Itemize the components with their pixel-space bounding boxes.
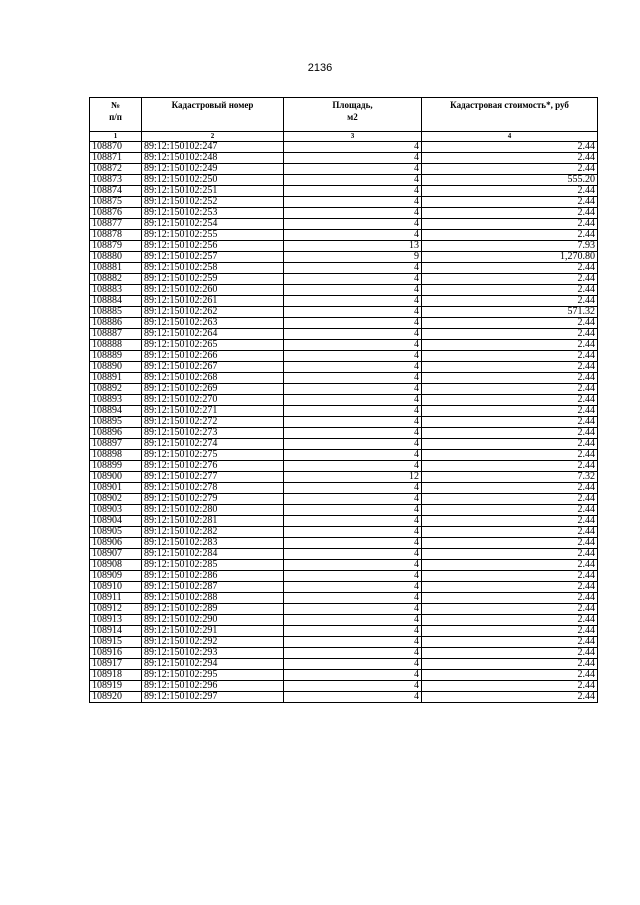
row-number: 108918	[90, 670, 142, 681]
row-number: 108878	[90, 230, 142, 241]
row-number: 108881	[90, 263, 142, 274]
area-value: 4	[284, 637, 422, 648]
area-value: 4	[284, 274, 422, 285]
table-row	[90, 472, 598, 483]
cost-value: 555.20	[422, 175, 598, 186]
cost-value: 7.32	[422, 472, 598, 483]
table-row	[90, 417, 598, 428]
row-number: 108896	[90, 428, 142, 439]
area-value: 4	[284, 681, 422, 692]
table-row	[90, 329, 598, 340]
table-row	[90, 494, 598, 505]
area-value: 4	[284, 384, 422, 395]
area-value: 9	[284, 252, 422, 263]
table-row	[90, 439, 598, 450]
area-value: 4	[284, 428, 422, 439]
row-number: 108893	[90, 395, 142, 406]
cadastral-number: 89:12:150102:286	[142, 571, 284, 582]
area-value: 4	[284, 615, 422, 626]
cadastral-number: 89:12:150102:277	[142, 472, 284, 483]
table-row	[90, 615, 598, 626]
cost-value: 2.44	[422, 329, 598, 340]
table-row	[90, 351, 598, 362]
table-row	[90, 197, 598, 208]
cost-value: 2.44	[422, 340, 598, 351]
cost-value: 2.44	[422, 274, 598, 285]
cost-value: 2.44	[422, 285, 598, 296]
row-number: 108871	[90, 153, 142, 164]
header-num	[90, 98, 142, 132]
row-number: 108884	[90, 296, 142, 307]
row-number: 108886	[90, 318, 142, 329]
row-number: 108917	[90, 659, 142, 670]
area-value: 4	[284, 340, 422, 351]
row-number: 108891	[90, 373, 142, 384]
row-number: 108899	[90, 461, 142, 472]
row-number: 108913	[90, 615, 142, 626]
cost-value: 2.44	[422, 164, 598, 175]
cost-value: 2.44	[422, 318, 598, 329]
area-value: 4	[284, 439, 422, 450]
area-value: 4	[284, 582, 422, 593]
cost-value: 2.44	[422, 648, 598, 659]
cadastral-number: 89:12:150102:275	[142, 450, 284, 461]
cost-value: 2.44	[422, 593, 598, 604]
cadastral-table	[89, 97, 598, 703]
row-number: 108908	[90, 560, 142, 571]
cost-value: 2.44	[422, 142, 598, 153]
table-row	[90, 406, 598, 417]
cadastral-number: 89:12:150102:248	[142, 153, 284, 164]
area-value: 4	[284, 197, 422, 208]
row-number: 108906	[90, 538, 142, 549]
row-number: 108876	[90, 208, 142, 219]
cadastral-number: 89:12:150102:289	[142, 604, 284, 615]
header-cost-label: Кадастровая стоимость*, руб	[450, 100, 569, 110]
area-value: 4	[284, 648, 422, 659]
cadastral-number: 89:12:150102:269	[142, 384, 284, 395]
row-number: 108912	[90, 604, 142, 615]
cadastral-number: 89:12:150102:293	[142, 648, 284, 659]
row-number: 108892	[90, 384, 142, 395]
table-row	[90, 340, 598, 351]
area-value: 4	[284, 329, 422, 340]
table-row	[90, 549, 598, 560]
table-row	[90, 637, 598, 648]
cost-value: 2.44	[422, 373, 598, 384]
table-row	[90, 626, 598, 637]
cadastral-number: 89:12:150102:255	[142, 230, 284, 241]
row-number: 108880	[90, 252, 142, 263]
row-number: 108915	[90, 637, 142, 648]
area-value: 4	[284, 692, 422, 703]
cost-value: 2.44	[422, 549, 598, 560]
cadastral-number: 89:12:150102:285	[142, 560, 284, 571]
cadastral-number: 89:12:150102:287	[142, 582, 284, 593]
table-row	[90, 648, 598, 659]
table-row	[90, 142, 598, 153]
cadastral-number: 89:12:150102:265	[142, 340, 284, 351]
cost-value: 2.44	[422, 362, 598, 373]
cadastral-number: 89:12:150102:292	[142, 637, 284, 648]
cost-value: 2.44	[422, 197, 598, 208]
cost-value: 2.44	[422, 450, 598, 461]
table-row	[90, 527, 598, 538]
row-number: 108901	[90, 483, 142, 494]
area-value: 4	[284, 395, 422, 406]
cost-value: 1,270.80	[422, 252, 598, 263]
area-value: 4	[284, 538, 422, 549]
row-number: 108889	[90, 351, 142, 362]
cost-value: 2.44	[422, 516, 598, 527]
column-number: 4	[422, 132, 598, 142]
area-value: 4	[284, 208, 422, 219]
table-row	[90, 296, 598, 307]
row-number: 108872	[90, 164, 142, 175]
cost-value: 7.93	[422, 241, 598, 252]
area-value: 4	[284, 307, 422, 318]
cost-value: 2.44	[422, 384, 598, 395]
table-row	[90, 362, 598, 373]
cadastral-number: 89:12:150102:258	[142, 263, 284, 274]
table-row	[90, 252, 598, 263]
row-number: 108877	[90, 219, 142, 230]
cost-value: 2.44	[422, 637, 598, 648]
table-row	[90, 670, 598, 681]
cost-value: 2.44	[422, 527, 598, 538]
table-row	[90, 450, 598, 461]
table-row	[90, 175, 598, 186]
row-number: 108890	[90, 362, 142, 373]
area-value: 4	[284, 626, 422, 637]
row-number: 108875	[90, 197, 142, 208]
header-cadastral-label: Кадастровый номер	[171, 100, 254, 110]
cadastral-number: 89:12:150102:250	[142, 175, 284, 186]
table-row	[90, 384, 598, 395]
area-value: 4	[284, 560, 422, 571]
cost-value: 2.44	[422, 153, 598, 164]
area-value: 4	[284, 604, 422, 615]
area-value: 4	[284, 450, 422, 461]
row-number: 108885	[90, 307, 142, 318]
row-number: 108911	[90, 593, 142, 604]
cadastral-number: 89:12:150102:257	[142, 252, 284, 263]
cadastral-number: 89:12:150102:270	[142, 395, 284, 406]
area-value: 4	[284, 263, 422, 274]
cost-value: 2.44	[422, 626, 598, 637]
area-value: 4	[284, 318, 422, 329]
cadastral-number: 89:12:150102:284	[142, 549, 284, 560]
cadastral-number: 89:12:150102:247	[142, 142, 284, 153]
cost-value: 2.44	[422, 615, 598, 626]
area-value: 4	[284, 175, 422, 186]
table-row	[90, 208, 598, 219]
header-num-label: № п/п	[109, 100, 122, 122]
cost-value: 2.44	[422, 351, 598, 362]
row-number: 108910	[90, 582, 142, 593]
cadastral-number: 89:12:150102:276	[142, 461, 284, 472]
row-number: 108894	[90, 406, 142, 417]
area-value: 4	[284, 373, 422, 384]
cost-value: 2.44	[422, 483, 598, 494]
header-cadastral-number	[142, 98, 284, 132]
row-number: 108900	[90, 472, 142, 483]
table-row	[90, 428, 598, 439]
table-row	[90, 307, 598, 318]
row-number: 108916	[90, 648, 142, 659]
row-number: 108895	[90, 417, 142, 428]
table-row	[90, 593, 598, 604]
row-number: 108909	[90, 571, 142, 582]
cadastral-number: 89:12:150102:262	[142, 307, 284, 318]
cadastral-number: 89:12:150102:256	[142, 241, 284, 252]
cadastral-number: 89:12:150102:264	[142, 329, 284, 340]
cost-value: 2.44	[422, 659, 598, 670]
row-number: 108919	[90, 681, 142, 692]
area-value: 4	[284, 406, 422, 417]
cadastral-number: 89:12:150102:296	[142, 681, 284, 692]
cadastral-number: 89:12:150102:251	[142, 186, 284, 197]
table-row	[90, 186, 598, 197]
table-body	[90, 142, 598, 703]
cadastral-number: 89:12:150102:288	[142, 593, 284, 604]
cost-value: 2.44	[422, 417, 598, 428]
table-row	[90, 395, 598, 406]
table-row	[90, 373, 598, 384]
area-value: 12	[284, 472, 422, 483]
cost-value: 2.44	[422, 219, 598, 230]
row-number: 108883	[90, 285, 142, 296]
table-row	[90, 263, 598, 274]
cadastral-number: 89:12:150102:263	[142, 318, 284, 329]
row-number: 108870	[90, 142, 142, 153]
table-row	[90, 318, 598, 329]
cadastral-number: 89:12:150102:273	[142, 428, 284, 439]
area-value: 4	[284, 164, 422, 175]
row-number: 108920	[90, 692, 142, 703]
table-row	[90, 505, 598, 516]
area-value: 4	[284, 549, 422, 560]
area-value: 4	[284, 593, 422, 604]
table-row	[90, 274, 598, 285]
cost-value: 2.44	[422, 560, 598, 571]
cadastral-number: 89:12:150102:266	[142, 351, 284, 362]
header-area-label: Площадь, м2	[332, 100, 373, 122]
area-value: 4	[284, 571, 422, 582]
table-row	[90, 483, 598, 494]
cadastral-number: 89:12:150102:280	[142, 505, 284, 516]
header-area	[284, 98, 422, 132]
area-value: 4	[284, 230, 422, 241]
area-value: 4	[284, 142, 422, 153]
cost-value: 2.44	[422, 505, 598, 516]
table-row	[90, 164, 598, 175]
cadastral-number: 89:12:150102:271	[142, 406, 284, 417]
row-number: 108904	[90, 516, 142, 527]
cadastral-number: 89:12:150102:249	[142, 164, 284, 175]
table-row	[90, 571, 598, 582]
table-row	[90, 604, 598, 615]
cost-value: 571.32	[422, 307, 598, 318]
cadastral-number: 89:12:150102:254	[142, 219, 284, 230]
table-row	[90, 230, 598, 241]
row-number: 108905	[90, 527, 142, 538]
cadastral-number: 89:12:150102:282	[142, 527, 284, 538]
cadastral-number: 89:12:150102:279	[142, 494, 284, 505]
cadastral-number: 89:12:150102:260	[142, 285, 284, 296]
cadastral-number: 89:12:150102:294	[142, 659, 284, 670]
area-value: 4	[284, 351, 422, 362]
cost-value: 2.44	[422, 439, 598, 450]
cost-value: 2.44	[422, 461, 598, 472]
area-value: 4	[284, 461, 422, 472]
table-header-row	[90, 98, 598, 132]
area-value: 4	[284, 505, 422, 516]
cost-value: 2.44	[422, 208, 598, 219]
cost-value: 2.44	[422, 571, 598, 582]
area-value: 4	[284, 219, 422, 230]
cadastral-number: 89:12:150102:295	[142, 670, 284, 681]
cadastral-number: 89:12:150102:252	[142, 197, 284, 208]
table-row	[90, 538, 598, 549]
row-number: 108873	[90, 175, 142, 186]
table-row	[90, 692, 598, 703]
row-number: 108888	[90, 340, 142, 351]
cost-value: 2.44	[422, 670, 598, 681]
table-row	[90, 153, 598, 164]
table-row	[90, 516, 598, 527]
cadastral-number: 89:12:150102:259	[142, 274, 284, 285]
row-number: 108902	[90, 494, 142, 505]
table-row	[90, 659, 598, 670]
area-value: 4	[284, 417, 422, 428]
cost-value: 2.44	[422, 538, 598, 549]
area-value: 4	[284, 285, 422, 296]
cost-value: 2.44	[422, 494, 598, 505]
table-row	[90, 219, 598, 230]
cost-value: 2.44	[422, 296, 598, 307]
cost-value: 2.44	[422, 395, 598, 406]
table-row	[90, 461, 598, 472]
row-number: 108874	[90, 186, 142, 197]
row-number: 108898	[90, 450, 142, 461]
cadastral-number: 89:12:150102:291	[142, 626, 284, 637]
cadastral-number: 89:12:150102:253	[142, 208, 284, 219]
cadastral-number: 89:12:150102:261	[142, 296, 284, 307]
column-number: 3	[284, 132, 422, 142]
table-row	[90, 681, 598, 692]
cadastral-number: 89:12:150102:267	[142, 362, 284, 373]
cost-value: 2.44	[422, 604, 598, 615]
cost-value: 2.44	[422, 428, 598, 439]
row-number: 108887	[90, 329, 142, 340]
cost-value: 2.44	[422, 406, 598, 417]
cadastral-number: 89:12:150102:272	[142, 417, 284, 428]
cadastral-number: 89:12:150102:283	[142, 538, 284, 549]
row-number: 108914	[90, 626, 142, 637]
cadastral-number: 89:12:150102:278	[142, 483, 284, 494]
area-value: 4	[284, 362, 422, 373]
area-value: 4	[284, 153, 422, 164]
cost-value: 2.44	[422, 582, 598, 593]
row-number: 108882	[90, 274, 142, 285]
cost-value: 2.44	[422, 681, 598, 692]
cadastral-number: 89:12:150102:297	[142, 692, 284, 703]
area-value: 4	[284, 670, 422, 681]
row-number: 108907	[90, 549, 142, 560]
cost-value: 2.44	[422, 263, 598, 274]
cost-value: 2.44	[422, 692, 598, 703]
column-number: 1	[90, 132, 142, 142]
row-number: 108879	[90, 241, 142, 252]
cadastral-number: 89:12:150102:290	[142, 615, 284, 626]
cadastral-number: 89:12:150102:281	[142, 516, 284, 527]
area-value: 4	[284, 659, 422, 670]
table-row	[90, 285, 598, 296]
area-value: 13	[284, 241, 422, 252]
area-value: 4	[284, 296, 422, 307]
cadastral-number: 89:12:150102:268	[142, 373, 284, 384]
row-number: 108897	[90, 439, 142, 450]
area-value: 4	[284, 186, 422, 197]
table-row	[90, 582, 598, 593]
column-number: 2	[142, 132, 284, 142]
table-row	[90, 560, 598, 571]
cadastral-number: 89:12:150102:274	[142, 439, 284, 450]
cost-value: 2.44	[422, 186, 598, 197]
row-number: 108903	[90, 505, 142, 516]
cost-value: 2.44	[422, 230, 598, 241]
page-number: 2136	[307, 62, 333, 74]
area-value: 4	[284, 527, 422, 538]
area-value: 4	[284, 483, 422, 494]
area-value: 4	[284, 494, 422, 505]
column-number-row	[90, 132, 598, 142]
header-cadastral-cost	[422, 98, 598, 132]
area-value: 4	[284, 516, 422, 527]
table-row	[90, 241, 598, 252]
